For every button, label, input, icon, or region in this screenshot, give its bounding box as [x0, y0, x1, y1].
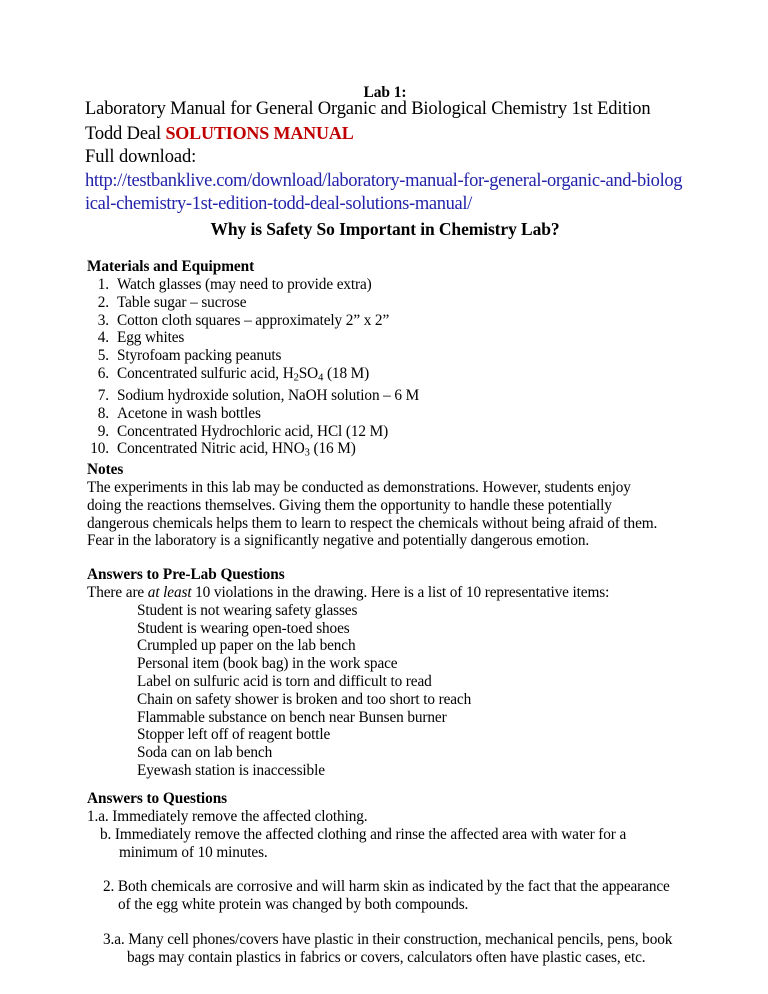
list-text: Concentrated Hydrochloric acid, HCl (12 M) [117, 422, 389, 440]
list-text: Egg whites [117, 329, 185, 347]
list-number: 4. [97, 329, 109, 347]
list-number: 3. [97, 311, 109, 329]
document-title-text: Laboratory Manual for General Organic and Biological Chemistry 1st Edition [85, 99, 651, 119]
list-text: Concentrated sulfuric acid, H [117, 364, 294, 382]
prelab-intro-before: There are [87, 584, 148, 601]
list-item [87, 294, 687, 312]
list-number: 1. [97, 276, 109, 293]
formula-subscript: 2 [293, 372, 299, 384]
list-number: 5. [97, 347, 109, 365]
list-item: Student is wearing open-toed shoes [137, 619, 350, 637]
list-text: Concentrated Nitric acid, HNO [117, 440, 305, 458]
list-text: Watch glasses (may need to provide extra) [117, 276, 372, 293]
questions-section [87, 790, 679, 967]
list-item: Eyewash station is inaccessible [137, 761, 325, 779]
list-item: Flammable substance on bench near Bunsen burner [137, 708, 447, 726]
list-item: Personal item (book bag) in the work space [137, 655, 398, 673]
questions-heading: Answers to Questions [87, 790, 228, 807]
notes-section [87, 461, 687, 550]
list-text-2: SO [298, 364, 319, 382]
materials-heading: Materials and Equipment [87, 258, 255, 275]
prelab-intro-emphasis: at least [147, 584, 192, 601]
list-item [87, 423, 687, 441]
list-text-2: (16 M) [309, 440, 356, 458]
page-title: Why is Safety So Important in Chemistry Lab? [210, 219, 560, 239]
answer-1a: 1.a. Immediately remove the affected clothing. [87, 808, 368, 825]
notes-line: dangerous chemicals helps them to learn to respect the chemicals without being afraid of them. [87, 514, 658, 532]
list-item: Stopper left off of reagent bottle [137, 726, 331, 744]
list-item [87, 440, 687, 462]
list-number: 8. [97, 404, 109, 422]
list-item [87, 405, 687, 423]
list-item: Chain on safety shower is broken and too short to reach [137, 690, 472, 708]
list-number: 2. [97, 293, 109, 311]
prelab-section [87, 566, 687, 780]
list-text: Cotton cloth squares – approximately 2” x 2” [117, 311, 390, 329]
list-text: Sodium hydroxide solution, NaOH solution – 6 M [117, 387, 420, 405]
list-item: Label on sulfuric acid is torn and difficult to read [137, 672, 432, 690]
list-text: Styrofoam packing peanuts [117, 347, 282, 365]
notes-line: The experiments in this lab may be conducted as demonstrations. However, students enjoy [87, 479, 631, 496]
notes-line: doing the reactions themselves. Giving them the opportunity to handle these potentially [87, 496, 612, 514]
list-item: Student is not wearing safety glasses [137, 601, 358, 619]
materials-section [87, 258, 687, 463]
list-number: 6. [97, 364, 109, 382]
answer-1b: b. Immediately remove the affected clothing and rinse the affected area with water for a minimum of 10 minutes. [100, 825, 627, 861]
list-item [87, 365, 687, 387]
full-download-label: Full download: [85, 147, 197, 167]
materials-list [87, 276, 687, 463]
list-text: Table sugar – sucrose [117, 293, 247, 311]
author-name: Todd Deal [85, 123, 166, 144]
download-link[interactable]: http://testbanklive.com/download/laboratory-manual-for-general-organic-and-biological-chemistry-1st-edition-todd-deal-solutions-manual/ [85, 170, 683, 214]
lab-number-heading: Lab 1: [363, 84, 407, 101]
list-item: Soda can on lab bench [137, 744, 273, 762]
answer-3a: 3.a. Many cell phones/covers have plastic in their construction, mechanical pencils, pens, book bags may contain plastics in fabrics or covers, calculators often have plastic cases, etc. [103, 930, 673, 966]
notes-heading: Notes [87, 461, 124, 478]
list-item: Crumpled up paper on the lab bench [137, 637, 356, 655]
list-number: 7. [97, 387, 109, 405]
prelab-heading: Answers to Pre-Lab Questions [87, 566, 285, 583]
list-item [87, 276, 687, 294]
answer-2: 2. Both chemicals are corrosive and will harm skin as indicated by the fact that the appearance of the egg white protein was changed by both compounds. [103, 878, 670, 914]
formula-subscript: 3 [304, 447, 310, 459]
formula-subscript-2: 4 [318, 372, 324, 384]
notes-line: Fear in the laboratory is a significantly negative and potentially dangerous emotion. [87, 532, 590, 550]
author-line [85, 122, 685, 147]
list-number: 9. [97, 422, 109, 440]
title-block [85, 84, 685, 217]
list-text-3: (18 M) [323, 364, 370, 382]
document-title [85, 98, 685, 122]
prelab-intro-after: 10 violations in the drawing. Here is a list of 10 representative items: [191, 584, 610, 601]
list-item [87, 347, 687, 365]
list-text: Acetone in wash bottles [117, 404, 261, 422]
prelab-intro [87, 584, 687, 602]
list-number: 10. [90, 440, 109, 458]
violations-list [87, 602, 687, 780]
list-item [87, 387, 687, 405]
list-item [87, 312, 687, 330]
solutions-manual-label: SOLUTIONS MANUAL [165, 122, 354, 143]
list-item [87, 329, 687, 347]
